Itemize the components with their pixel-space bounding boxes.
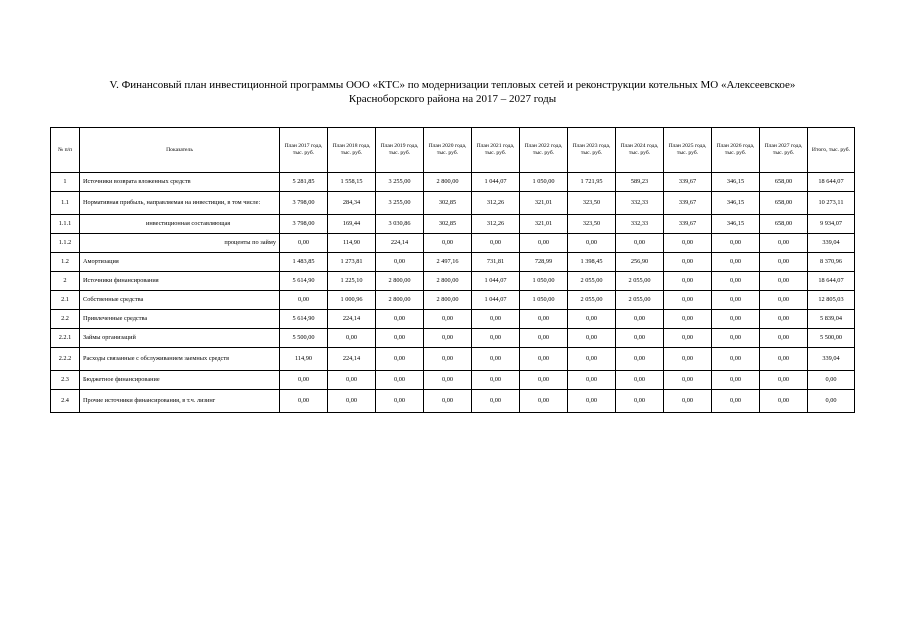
year-value-cell: 0,00 bbox=[760, 272, 808, 291]
year-value-cell: 0,00 bbox=[472, 329, 520, 348]
year-value-cell: 658,00 bbox=[760, 173, 808, 192]
year-value-cell: 5 614,90 bbox=[280, 310, 328, 329]
row-total: 5 839,04 bbox=[808, 310, 855, 329]
row-total: 18 644,07 bbox=[808, 173, 855, 192]
year-value-cell: 0,00 bbox=[328, 371, 376, 390]
year-value-cell: 323,50 bbox=[568, 215, 616, 234]
header-year: План 2021 года, тыс. руб. bbox=[472, 128, 520, 173]
year-value-cell: 0,00 bbox=[568, 390, 616, 413]
year-value-cell: 5 281,85 bbox=[280, 173, 328, 192]
year-value-cell: 0,00 bbox=[664, 291, 712, 310]
year-value-cell: 0,00 bbox=[376, 310, 424, 329]
year-value-cell: 2 497,16 bbox=[424, 253, 472, 272]
year-value-cell: 1 050,00 bbox=[520, 272, 568, 291]
row-indicator: Источники финансирования bbox=[80, 272, 280, 291]
year-value-cell: 302,85 bbox=[424, 215, 472, 234]
year-value-cell: 332,33 bbox=[616, 215, 664, 234]
title-line-1: V. Финансовый план инвестиционной программы ООО «КТС» по модернизации тепловых сетей и реконструкции котельных МО «Алексеевское» bbox=[109, 79, 796, 91]
year-value-cell: 0,00 bbox=[376, 390, 424, 413]
year-value-cell: 728,99 bbox=[520, 253, 568, 272]
row-number: 2.4 bbox=[51, 390, 80, 413]
year-value-cell: 0,00 bbox=[664, 272, 712, 291]
year-value-cell: 321,01 bbox=[520, 215, 568, 234]
header-indicator: Показатель bbox=[80, 128, 280, 173]
row-number: 2.3 bbox=[51, 371, 80, 390]
year-value-cell: 658,00 bbox=[760, 215, 808, 234]
header-num: № п/п bbox=[51, 128, 80, 173]
document-title bbox=[40, 78, 865, 106]
year-value-cell: 2 800,00 bbox=[376, 272, 424, 291]
year-value-cell: 323,50 bbox=[568, 192, 616, 215]
table-row bbox=[51, 173, 855, 192]
year-value-cell: 1 050,00 bbox=[520, 291, 568, 310]
table-row bbox=[51, 253, 855, 272]
year-value-cell: 0,00 bbox=[328, 390, 376, 413]
year-value-cell: 114,90 bbox=[328, 234, 376, 253]
year-value-cell: 312,26 bbox=[472, 192, 520, 215]
year-value-cell: 0,00 bbox=[760, 390, 808, 413]
year-value-cell: 0,00 bbox=[664, 253, 712, 272]
year-value-cell: 0,00 bbox=[760, 234, 808, 253]
year-value-cell: 0,00 bbox=[712, 272, 760, 291]
year-value-cell: 1 225,10 bbox=[328, 272, 376, 291]
row-total: 339,04 bbox=[808, 234, 855, 253]
year-value-cell: 1 050,00 bbox=[520, 173, 568, 192]
year-value-cell: 5 500,00 bbox=[280, 329, 328, 348]
year-value-cell: 1 398,45 bbox=[568, 253, 616, 272]
year-value-cell: 0,00 bbox=[760, 371, 808, 390]
year-value-cell: 0,00 bbox=[520, 390, 568, 413]
table-row bbox=[51, 310, 855, 329]
year-value-cell: 332,33 bbox=[616, 192, 664, 215]
table-body bbox=[51, 173, 855, 413]
year-value-cell: 0,00 bbox=[376, 348, 424, 371]
year-value-cell: 0,00 bbox=[376, 329, 424, 348]
year-value-cell: 1 000,96 bbox=[328, 291, 376, 310]
year-value-cell: 0,00 bbox=[616, 371, 664, 390]
year-value-cell: 0,00 bbox=[616, 390, 664, 413]
year-value-cell: 0,00 bbox=[568, 348, 616, 371]
year-value-cell: 1 483,85 bbox=[280, 253, 328, 272]
year-value-cell: 321,01 bbox=[520, 192, 568, 215]
header-year: План 2026 года, тыс. руб. bbox=[712, 128, 760, 173]
row-indicator: Бюджетное финансирование bbox=[80, 371, 280, 390]
row-indicator: Расходы связанные с обслуживанием заемных средств bbox=[80, 348, 280, 371]
year-value-cell: 2 800,00 bbox=[424, 173, 472, 192]
table-row bbox=[51, 291, 855, 310]
year-value-cell: 0,00 bbox=[568, 310, 616, 329]
year-value-cell: 0,00 bbox=[472, 348, 520, 371]
year-value-cell: 0,00 bbox=[616, 310, 664, 329]
year-value-cell: 0,00 bbox=[760, 329, 808, 348]
row-indicator: Амортизация bbox=[80, 253, 280, 272]
year-value-cell: 224,14 bbox=[376, 234, 424, 253]
year-value-cell: 0,00 bbox=[568, 329, 616, 348]
year-value-cell: 1 558,15 bbox=[328, 173, 376, 192]
year-value-cell: 0,00 bbox=[616, 348, 664, 371]
year-value-cell: 3 798,00 bbox=[280, 192, 328, 215]
row-number: 2.2.2 bbox=[51, 348, 80, 371]
row-total: 10 273,11 bbox=[808, 192, 855, 215]
row-indicator: Собственные средства bbox=[80, 291, 280, 310]
header-year: План 2025 года, тыс. руб. bbox=[664, 128, 712, 173]
row-indicator: Нормативная прибыль, направляемая на инвестиции, в том числе: bbox=[80, 192, 280, 215]
table-row bbox=[51, 215, 855, 234]
year-value-cell: 0,00 bbox=[568, 234, 616, 253]
table-header-row bbox=[51, 128, 855, 173]
row-indicator: Источники возврата вложенных средств bbox=[80, 173, 280, 192]
year-value-cell: 302,85 bbox=[424, 192, 472, 215]
year-value-cell: 589,23 bbox=[616, 173, 664, 192]
year-value-cell: 339,67 bbox=[664, 215, 712, 234]
row-total: 5 500,00 bbox=[808, 329, 855, 348]
year-value-cell: 224,14 bbox=[328, 310, 376, 329]
year-value-cell: 224,14 bbox=[328, 348, 376, 371]
year-value-cell: 312,26 bbox=[472, 215, 520, 234]
row-total: 12 805,03 bbox=[808, 291, 855, 310]
year-value-cell: 2 055,00 bbox=[568, 272, 616, 291]
year-value-cell: 0,00 bbox=[520, 329, 568, 348]
year-value-cell: 0,00 bbox=[664, 329, 712, 348]
year-value-cell: 0,00 bbox=[664, 310, 712, 329]
row-total: 9 934,07 bbox=[808, 215, 855, 234]
year-value-cell: 0,00 bbox=[760, 253, 808, 272]
year-value-cell: 0,00 bbox=[616, 234, 664, 253]
year-value-cell: 2 800,00 bbox=[376, 291, 424, 310]
year-value-cell: 0,00 bbox=[280, 371, 328, 390]
year-value-cell: 0,00 bbox=[616, 329, 664, 348]
year-value-cell: 0,00 bbox=[520, 234, 568, 253]
financial-plan-table bbox=[50, 127, 855, 413]
year-value-cell: 0,00 bbox=[472, 310, 520, 329]
year-value-cell: 3 255,00 bbox=[376, 192, 424, 215]
year-value-cell: 0,00 bbox=[424, 348, 472, 371]
title-line-2: Красноборского района на 2017 – 2027 годы bbox=[348, 93, 557, 105]
year-value-cell: 0,00 bbox=[760, 310, 808, 329]
table-row bbox=[51, 329, 855, 348]
year-value-cell: 0,00 bbox=[280, 234, 328, 253]
year-value-cell: 0,00 bbox=[424, 329, 472, 348]
year-value-cell: 0,00 bbox=[424, 310, 472, 329]
year-value-cell: 0,00 bbox=[712, 390, 760, 413]
year-value-cell: 0,00 bbox=[376, 253, 424, 272]
year-value-cell: 0,00 bbox=[472, 371, 520, 390]
header-year: План 2022 года, тыс. руб. bbox=[520, 128, 568, 173]
year-value-cell: 0,00 bbox=[664, 348, 712, 371]
row-indicator: инвестиционная составляющая bbox=[80, 215, 280, 234]
year-value-cell: 2 055,00 bbox=[568, 291, 616, 310]
year-value-cell: 169,44 bbox=[328, 215, 376, 234]
year-value-cell: 0,00 bbox=[664, 390, 712, 413]
year-value-cell: 346,15 bbox=[712, 173, 760, 192]
row-indicator: Привлеченные средства bbox=[80, 310, 280, 329]
year-value-cell: 0,00 bbox=[472, 390, 520, 413]
year-value-cell: 1 721,95 bbox=[568, 173, 616, 192]
header-year: План 2024 года, тыс. руб. bbox=[616, 128, 664, 173]
year-value-cell: 0,00 bbox=[712, 310, 760, 329]
year-value-cell: 2 800,00 bbox=[424, 272, 472, 291]
year-value-cell: 658,00 bbox=[760, 192, 808, 215]
year-value-cell: 0,00 bbox=[568, 371, 616, 390]
year-value-cell: 0,00 bbox=[712, 291, 760, 310]
year-value-cell: 0,00 bbox=[712, 371, 760, 390]
year-value-cell: 731,81 bbox=[472, 253, 520, 272]
year-value-cell: 1 044,07 bbox=[472, 291, 520, 310]
header-year: План 2017 года, тыс. руб. bbox=[280, 128, 328, 173]
year-value-cell: 0,00 bbox=[712, 329, 760, 348]
year-value-cell: 339,67 bbox=[664, 173, 712, 192]
table-row bbox=[51, 272, 855, 291]
year-value-cell: 284,34 bbox=[328, 192, 376, 215]
year-value-cell: 0,00 bbox=[712, 234, 760, 253]
year-value-cell: 0,00 bbox=[760, 291, 808, 310]
year-value-cell: 0,00 bbox=[424, 234, 472, 253]
row-total: 8 370,96 bbox=[808, 253, 855, 272]
table-row bbox=[51, 234, 855, 253]
year-value-cell: 0,00 bbox=[424, 371, 472, 390]
row-total: 339,04 bbox=[808, 348, 855, 371]
year-value-cell: 2 055,00 bbox=[616, 291, 664, 310]
header-year: План 2018 года, тыс. руб. bbox=[328, 128, 376, 173]
year-value-cell: 1 273,81 bbox=[328, 253, 376, 272]
year-value-cell: 0,00 bbox=[328, 329, 376, 348]
header-year: План 2020 года, тыс. руб. bbox=[424, 128, 472, 173]
row-total: 0,00 bbox=[808, 371, 855, 390]
year-value-cell: 1 044,07 bbox=[472, 272, 520, 291]
year-value-cell: 346,15 bbox=[712, 192, 760, 215]
year-value-cell: 0,00 bbox=[520, 348, 568, 371]
year-value-cell: 5 614,90 bbox=[280, 272, 328, 291]
year-value-cell: 256,90 bbox=[616, 253, 664, 272]
table-row bbox=[51, 371, 855, 390]
header-year: План 2019 года, тыс. руб. bbox=[376, 128, 424, 173]
year-value-cell: 0,00 bbox=[760, 348, 808, 371]
row-number: 1.1 bbox=[51, 192, 80, 215]
row-indicator: Займы организаций bbox=[80, 329, 280, 348]
table-row bbox=[51, 348, 855, 371]
table-row bbox=[51, 192, 855, 215]
header-year: План 2027 года, тыс. руб. bbox=[760, 128, 808, 173]
year-value-cell: 346,15 bbox=[712, 215, 760, 234]
year-value-cell: 2 055,00 bbox=[616, 272, 664, 291]
year-value-cell: 3 798,00 bbox=[280, 215, 328, 234]
year-value-cell: 0,00 bbox=[664, 234, 712, 253]
row-total: 0,00 bbox=[808, 390, 855, 413]
year-value-cell: 0,00 bbox=[712, 253, 760, 272]
header-total: Итого, тыс. руб. bbox=[808, 128, 855, 173]
row-indicator: Прочие источники финансирования, в т.ч. лизинг bbox=[80, 390, 280, 413]
row-number: 1.1.2 bbox=[51, 234, 80, 253]
row-number: 1.2 bbox=[51, 253, 80, 272]
row-indicator: проценты по займу bbox=[80, 234, 280, 253]
year-value-cell: 0,00 bbox=[520, 310, 568, 329]
row-number: 2 bbox=[51, 272, 80, 291]
row-number: 2.1 bbox=[51, 291, 80, 310]
year-value-cell: 339,67 bbox=[664, 192, 712, 215]
year-value-cell: 0,00 bbox=[280, 390, 328, 413]
year-value-cell: 2 800,00 bbox=[424, 291, 472, 310]
year-value-cell: 3 255,00 bbox=[376, 173, 424, 192]
row-number: 2.2.1 bbox=[51, 329, 80, 348]
year-value-cell: 0,00 bbox=[520, 371, 568, 390]
row-number: 1.1.1 bbox=[51, 215, 80, 234]
row-number: 1 bbox=[51, 173, 80, 192]
header-year: План 2023 года, тыс. руб. bbox=[568, 128, 616, 173]
year-value-cell: 1 044,07 bbox=[472, 173, 520, 192]
year-value-cell: 3 030,86 bbox=[376, 215, 424, 234]
year-value-cell: 0,00 bbox=[712, 348, 760, 371]
year-value-cell: 0,00 bbox=[424, 390, 472, 413]
year-value-cell: 0,00 bbox=[472, 234, 520, 253]
row-total: 18 644,07 bbox=[808, 272, 855, 291]
year-value-cell: 0,00 bbox=[376, 371, 424, 390]
year-value-cell: 0,00 bbox=[664, 371, 712, 390]
year-value-cell: 0,00 bbox=[280, 291, 328, 310]
year-value-cell: 114,90 bbox=[280, 348, 328, 371]
row-number: 2.2 bbox=[51, 310, 80, 329]
table-row bbox=[51, 390, 855, 413]
